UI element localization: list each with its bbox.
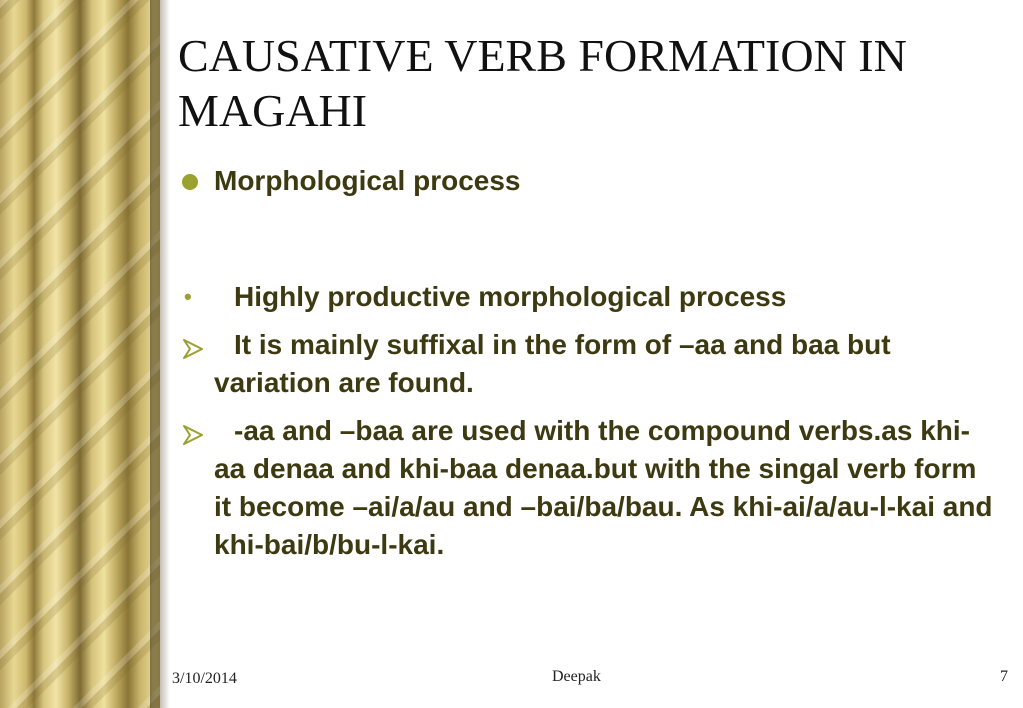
bullet-text-3: It is mainly suffixal in the form of –aa and baa but variation are found. <box>214 329 891 398</box>
bullet-item-3 <box>180 326 1000 402</box>
bullet-text-4: -aa and –baa are used with the compound verbs.as khi-aa denaa and khi-baa denaa.but with the singal verb form it become –ai/a/au and –bai/ba/bau. As khi-ai/a/au-l-kai and khi-bai/b/bu-l-kai. <box>214 415 993 560</box>
slide-content <box>180 162 1000 574</box>
footer-date: 3/10/2014 <box>172 670 237 687</box>
slide-title: CAUSATIVE VERB FORMATION IN MAGAHI <box>178 30 907 136</box>
filled-circle-bullet-icon <box>182 174 198 190</box>
footer-page-number: 7 <box>1000 668 1008 685</box>
small-dot-bullet-icon: • <box>184 284 192 309</box>
bullet-item-1 <box>180 162 1000 200</box>
spacer <box>180 210 1000 278</box>
arrowhead-bullet-icon <box>182 332 204 370</box>
side-band-shadow <box>150 0 170 708</box>
footer-author: Deepak <box>552 668 601 685</box>
bullet-item-2 <box>180 278 1000 316</box>
bullet-item-4 <box>180 412 1000 564</box>
bullet-text-1: Morphological process <box>214 165 521 196</box>
bullet-text-2: Highly productive morphological process <box>234 281 787 312</box>
arrowhead-bullet-icon <box>182 418 204 456</box>
decorative-side-band <box>0 0 160 708</box>
